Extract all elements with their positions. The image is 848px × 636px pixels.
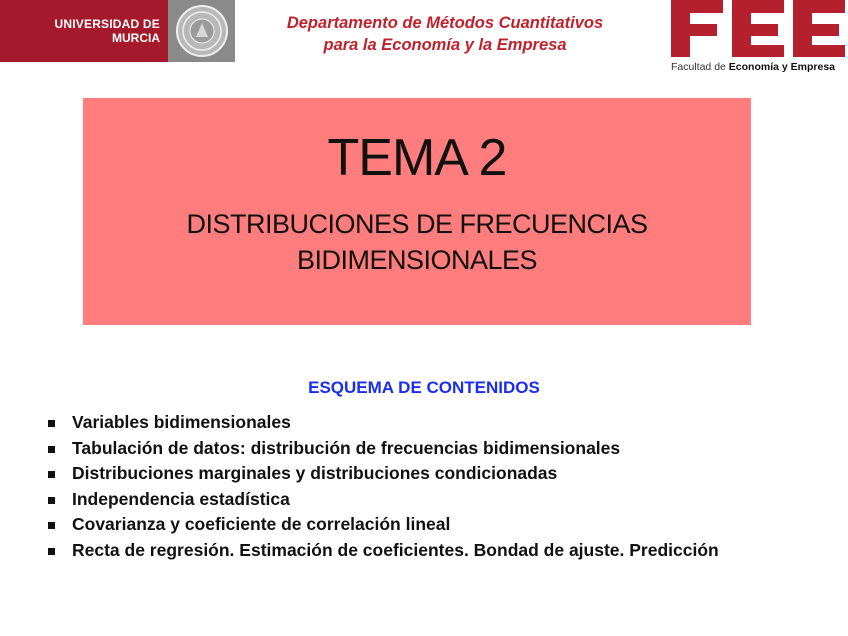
faculty-logo [671, 0, 848, 80]
department-name [255, 12, 635, 56]
contents-item: Recta de regresión. Estimación de coeficientes. Bondad de ajuste. Predicción [44, 538, 804, 564]
university-logo [0, 0, 235, 62]
topic-number: TEMA 2 [327, 129, 507, 187]
contents-item: Independencia estadística [44, 487, 804, 513]
university-name-line1: UNIVERSIDAD DE [54, 17, 160, 31]
fee-logo-icon [671, 0, 848, 58]
contents-item: Variables bidimensionales [44, 410, 804, 436]
slide-header [0, 0, 848, 80]
topic-title [83, 206, 751, 278]
faculty-caption-prefix: Facultad de [671, 61, 729, 73]
department-name-line1: Departamento de Métodos Cuantitativos [286, 14, 604, 32]
title-box [83, 98, 751, 325]
faculty-caption-name: Economía y Empresa [728, 61, 836, 73]
faculty-caption [671, 61, 848, 73]
contents-item: Covarianza y coeficiente de correlación lineal [44, 512, 804, 538]
contents-item: Tabulación de datos: distribución de frecuencias bidimensionales [44, 436, 804, 462]
university-name-line2: MURCIA [112, 31, 160, 45]
topic-title-line2: BIDIMENSIONALES [296, 245, 538, 275]
department-name-line2: para la Economía y la Empresa [323, 36, 567, 54]
contents-heading: ESQUEMA DE CONTENIDOS [308, 378, 540, 397]
contents-item: Distribuciones marginales y distribuciones condicionadas [44, 461, 804, 487]
university-seal-icon [168, 0, 235, 62]
university-name [0, 0, 168, 62]
topic-title-line1: DISTRIBUCIONES DE FRECUENCIAS [186, 209, 648, 239]
contents-list [44, 410, 804, 563]
